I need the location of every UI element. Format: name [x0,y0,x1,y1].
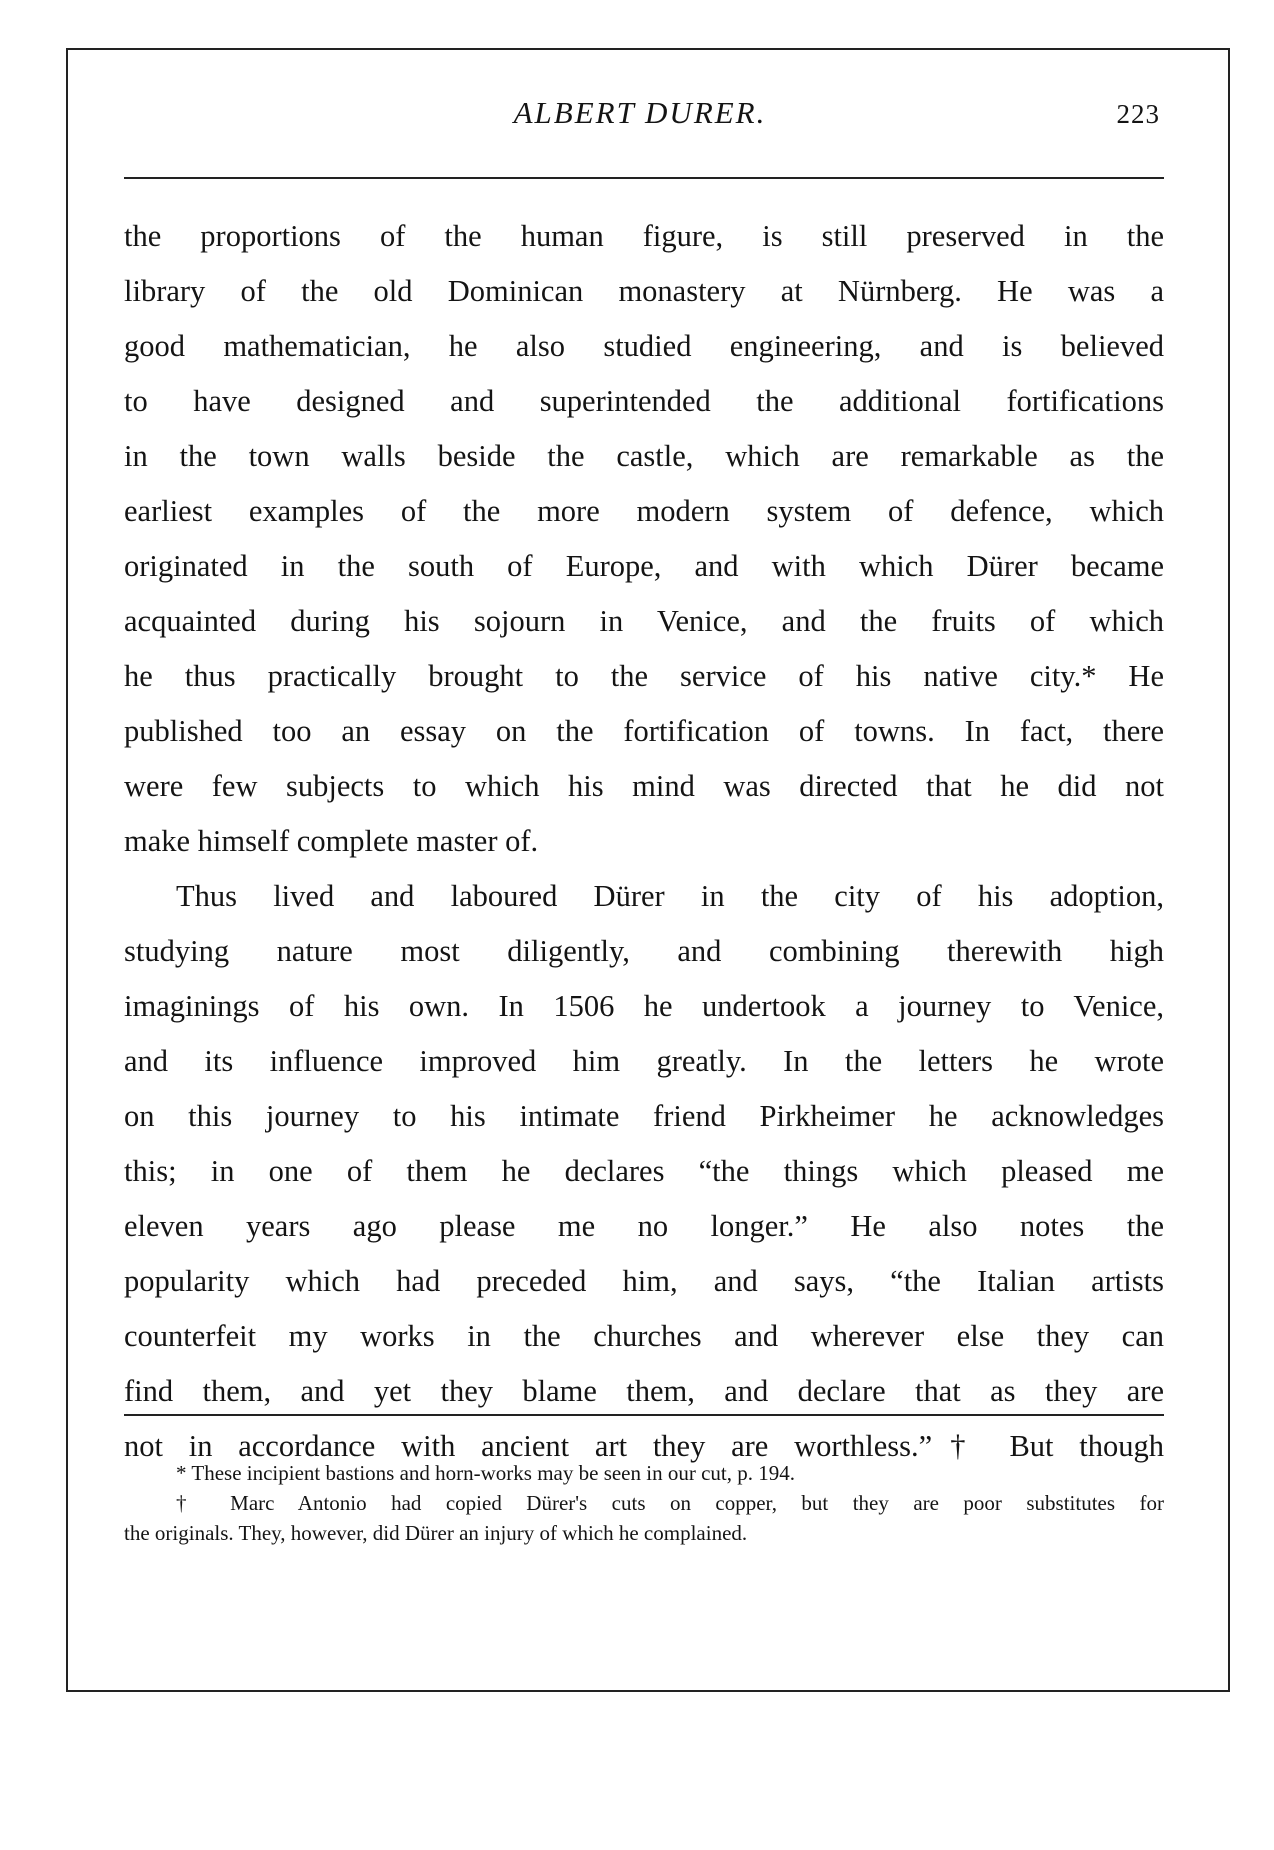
footnote-2 [124,1488,1164,1548]
text-line: this; in one of them he declares “the things which pleased me [124,1154,1164,1188]
text-line: not in accordance with ancient art they are worthless.”† But though [124,1429,1164,1463]
text-line: he thus practically brought to the service of his native city.* He [124,659,1164,693]
text-line: the proportions of the human figure, is still preserved in the [124,219,1164,253]
paragraph-2 [124,869,1164,1474]
text-line: and its influence improved him greatly. In the letters he wrote [124,1044,1164,1078]
text-line: on this journey to his intimate friend Pirkheimer he acknowledges [124,1099,1164,1133]
text-line: popularity which had preceded him, and says, “the Italian artists [124,1264,1164,1298]
body-text [124,209,1164,1474]
text-line: good mathematician, he also studied engineering, and is believed [124,329,1164,363]
text-line: to have designed and superintended the additional fortifications [124,384,1164,418]
text-line: counterfeit my works in the churches and wherever else they can [124,1319,1164,1353]
footnote-1: * These incipient bastions and horn-works may be seen in our cut, p. 194. [176,1461,795,1485]
running-header [120,95,1160,135]
footnote-line: the originals. They, however, did Dürer an injury of which he complained. [124,1521,748,1545]
running-title: ALBERT DURER. [513,95,767,130]
text-line: imaginings of his own. In 1506 he undertook a journey to Venice, [124,989,1164,1023]
text-line: make himself complete master of. [124,824,539,858]
text-line: eleven years ago please me no longer.” He also notes the [124,1209,1164,1243]
text-line: studying nature most diligently, and combining therewith high [124,934,1164,968]
header-rule [124,177,1164,179]
page-number: 223 [1116,99,1160,129]
text-line: find them, and yet they blame them, and declare that as they are [124,1374,1164,1408]
paragraph-1 [124,209,1164,869]
text-line: in the town walls beside the castle, which are remarkable as the [124,439,1164,473]
text-line: library of the old Dominican monastery at Nürnberg. He was a [124,274,1164,308]
text-line: acquainted during his sojourn in Venice, and the fruits of which [124,604,1164,638]
footnotes [124,1458,1164,1548]
text-line: earliest examples of the more modern system of defence, which [124,494,1164,528]
text-line: originated in the south of Europe, and with which Dürer became [124,549,1164,583]
footnote-line: † Marc Antonio had copied Dürer's cuts on copper, but they are poor substitutes for [176,1491,1164,1515]
text-line: published too an essay on the fortification of towns. In fact, there [124,714,1164,748]
text-line: were few subjects to which his mind was directed that he did not [124,769,1164,803]
text-line: Thus lived and laboured Dürer in the city of his adoption, [176,879,1164,913]
footnote-rule [124,1414,1164,1416]
